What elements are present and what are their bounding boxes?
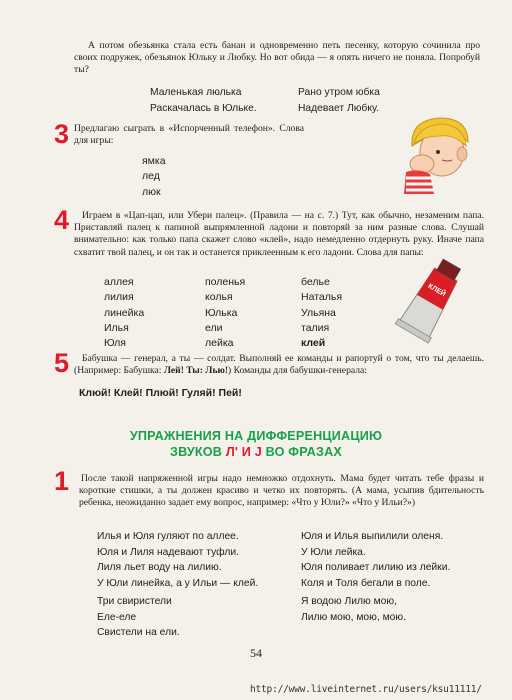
exercise-1-text: После такой напряженной игры надо немножко отдохнуть. Мама будет читать тебе фразы и короткие стишки, а ты должен красиво и четко их повторять. (А мама, усыпив бдительность ребенка, неожиданно задает ему вопрос, например: «Что у Юли?» «Что у Ильи?») bbox=[79, 473, 484, 509]
phrase-line: Коля и Толя бегали в поле. bbox=[301, 577, 431, 589]
phrase-line: Юля и Илья выпилили оленя. bbox=[301, 531, 444, 542]
phrase-line: Юля поливает лилию из лейки. bbox=[301, 562, 451, 573]
word-item: Наталья bbox=[301, 291, 343, 304]
section-title-sounds: Л' И J bbox=[225, 444, 262, 459]
word-item: аллея bbox=[104, 276, 134, 288]
exercise-3-words bbox=[142, 154, 166, 200]
exercise-3-text: Предлагаю сыграть в «Испорченный телефон». Слова для игры: bbox=[74, 123, 304, 147]
watermark-url[interactable]: http://www.liveinternet.ru/users/ksu11111/ bbox=[250, 684, 482, 695]
word-item: талия bbox=[301, 321, 330, 334]
poem-line: Еле-еле bbox=[97, 611, 137, 623]
exercise-4-column-1 bbox=[104, 275, 144, 351]
exercise-4-number: 4 bbox=[54, 205, 70, 235]
glue-label: КЛЕЙ bbox=[426, 282, 447, 299]
section-title-line-2: ЗВУКОВ Л' И J ВО ФРАЗАХ bbox=[169, 444, 343, 459]
exercise-1-left-phrases bbox=[97, 529, 258, 591]
word-item: колья bbox=[205, 291, 233, 304]
poem-line: Свистели на ели. bbox=[97, 627, 180, 638]
page-number: 54 bbox=[250, 646, 262, 660]
section-title-line-1: УПРАЖНЕНИЯ НА ДИФФЕРЕНЦИАЦИЮ bbox=[129, 429, 383, 443]
poem-line: Я водою Лилю мою, bbox=[301, 596, 397, 607]
poem-line: Раскачалась в Юльке. bbox=[150, 102, 257, 114]
word-item: Ульяна bbox=[301, 306, 336, 319]
glue-tube-illustration bbox=[388, 254, 472, 346]
intro-poem-right bbox=[298, 85, 380, 116]
exercise-5-text-after: ) Команды для бабушки-генерала: bbox=[228, 365, 367, 377]
exercise-1-right-poem bbox=[301, 594, 406, 625]
exercise-4-column-3 bbox=[301, 275, 342, 351]
exercise-1-right-phrases bbox=[301, 529, 450, 591]
exercise-5-number: 5 bbox=[54, 348, 70, 378]
word-item: лейка bbox=[205, 337, 234, 350]
phrase-line: У Юли лейка. bbox=[301, 546, 366, 558]
word-item: линейка bbox=[104, 306, 145, 319]
exercise-3-number: 3 bbox=[54, 119, 70, 149]
exercise-5-text bbox=[74, 353, 484, 377]
boy-telephone-illustration bbox=[398, 112, 478, 194]
poem-line: Маленькая люлька bbox=[150, 87, 242, 98]
word-item: белье bbox=[301, 276, 330, 288]
word-item: клей bbox=[301, 337, 326, 350]
word-item: ели bbox=[205, 321, 223, 334]
phrase-line: Юля и Лиля надевают туфли. bbox=[97, 546, 239, 558]
word-item: Юлька bbox=[205, 306, 238, 319]
exercise-5-example: Лей! Ты: Лью! bbox=[163, 365, 229, 377]
word-item: лилия bbox=[104, 291, 134, 304]
word-item: Юля bbox=[104, 337, 126, 350]
phrase-line: Лиля льет воду на лилию. bbox=[97, 562, 222, 573]
word-item: лед bbox=[142, 170, 160, 183]
phrase-line: У Юли линейка, а у Ильи — клей. bbox=[97, 577, 259, 589]
exercise-5-commands: Клюй! Клей! Плюй! Гуляй! Пей! bbox=[79, 387, 242, 399]
exercise-1-left-poem bbox=[97, 594, 180, 641]
exercise-4-column-2 bbox=[205, 275, 245, 351]
intro-paragraph: А потом обезьянка стала есть банан и одновременно петь песенку, которую сочинила про своих подружек, обезьянок Юльку и Любку. Но вот обида — я опять ничего не поняла. Попробуй ты? bbox=[74, 40, 480, 76]
poem-line: Три свиристели bbox=[97, 596, 172, 607]
word-item: люк bbox=[142, 185, 161, 198]
intro-poem-left bbox=[150, 85, 257, 116]
word-item: Илья bbox=[104, 321, 129, 334]
word-item: поленья bbox=[205, 276, 246, 288]
poem-line: Лилю мою, мою, мою. bbox=[301, 611, 406, 623]
word-item: ямка bbox=[142, 155, 166, 167]
poem-line: Рано утром юбка bbox=[298, 87, 380, 98]
poem-line: Надевает Любку. bbox=[298, 102, 379, 114]
phrase-line: Илья и Юля гуляют по аллее. bbox=[97, 531, 239, 542]
section-title bbox=[0, 429, 512, 460]
exercise-1-number: 1 bbox=[54, 466, 70, 496]
exercise-5-text-before: Бабушка — генерал, а ты — солдат. Выполняй ее команды и рапортуй о том, что ты делаешь. (Например: Бабушка: bbox=[74, 353, 484, 377]
exercise-4-text: Играем в «Цап-цап, или Убери палец». (Правила — на с. 7.) Тут, как обычно, незаменим папа. Приставляй палец к папиной выпрямленной ладони и повторяй за ним разные слова. Слушай внимательно: как только папа скажет слово «клей», надо немедленно отдернуть руку. Иначе папа схватит твой палец, и он так и останется приклеенным к его ладони. Слова для папы: bbox=[74, 210, 484, 258]
